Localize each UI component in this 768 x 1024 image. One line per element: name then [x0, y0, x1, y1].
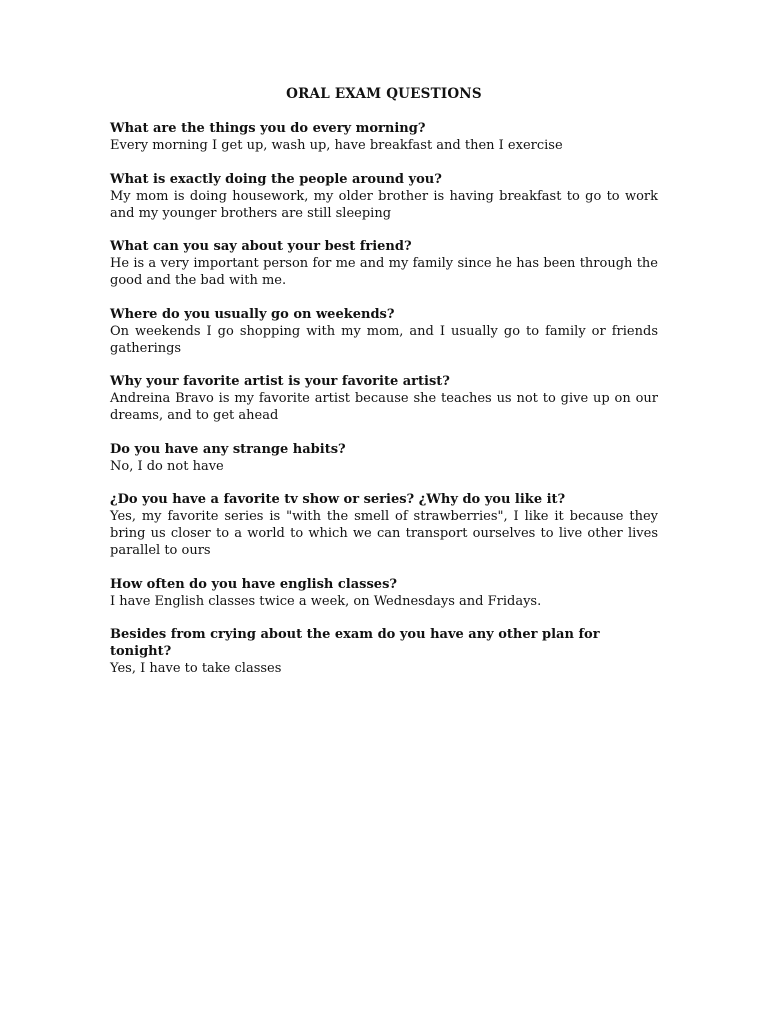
qa-item	[110, 373, 658, 424]
question-text: What is exactly doing the people around you?	[110, 171, 442, 187]
question-text: Besides from crying about the exam do you have any other plan for tonight?	[110, 627, 600, 659]
qa-item	[110, 576, 658, 610]
document-title: ORAL EXAM QUESTIONS	[286, 86, 482, 102]
answer-text: No, I do not have	[110, 458, 224, 474]
question-text: How often do you have english classes?	[110, 576, 398, 592]
question-text: What can you say about your best friend?	[110, 239, 412, 254]
qa-item	[110, 306, 658, 357]
answer-text: He is a very important person for me and my family since he has been through the good and the bad with me.	[110, 256, 658, 288]
qa-item	[110, 238, 658, 289]
question-text: What are the things you do every morning?	[110, 121, 426, 136]
qa-item	[110, 491, 658, 559]
qa-item	[110, 171, 658, 222]
answer-text: Yes, my favorite series is "with the smell of strawberries", I like it because they bring us closer to a world to which we can transport ourselves to live other lives parallel to ours	[110, 509, 658, 558]
qa-item	[110, 441, 658, 475]
qa-item	[110, 120, 658, 154]
answer-text: My mom is doing housework, my older brother is having breakfast to go to work and my younger brothers are still sleeping	[110, 188, 658, 221]
qa-item	[110, 626, 658, 677]
qa-list	[110, 120, 658, 694]
question-text: Why your favorite artist is your favorite artist?	[110, 374, 450, 389]
answer-text: On weekends I go shopping with my mom, and I usually go to family or friends gatherings	[110, 323, 658, 356]
question-text: ¿Do you have a favorite tv show or series? ¿Why do you like it?	[110, 492, 566, 507]
answer-text: Every morning I get up, wash up, have breakfast and then I exercise	[110, 138, 563, 153]
question-text: Do you have any strange habits?	[110, 441, 346, 457]
answer-text: Andreina Bravo is my favorite artist because she teaches us not to give up on our dreams, and to get ahead	[110, 391, 658, 423]
answer-text: Yes, I have to take classes	[110, 661, 282, 676]
answer-text: I have English classes twice a week, on Wednesdays and Fridays.	[110, 593, 542, 609]
question-text: Where do you usually go on weekends?	[110, 306, 395, 322]
